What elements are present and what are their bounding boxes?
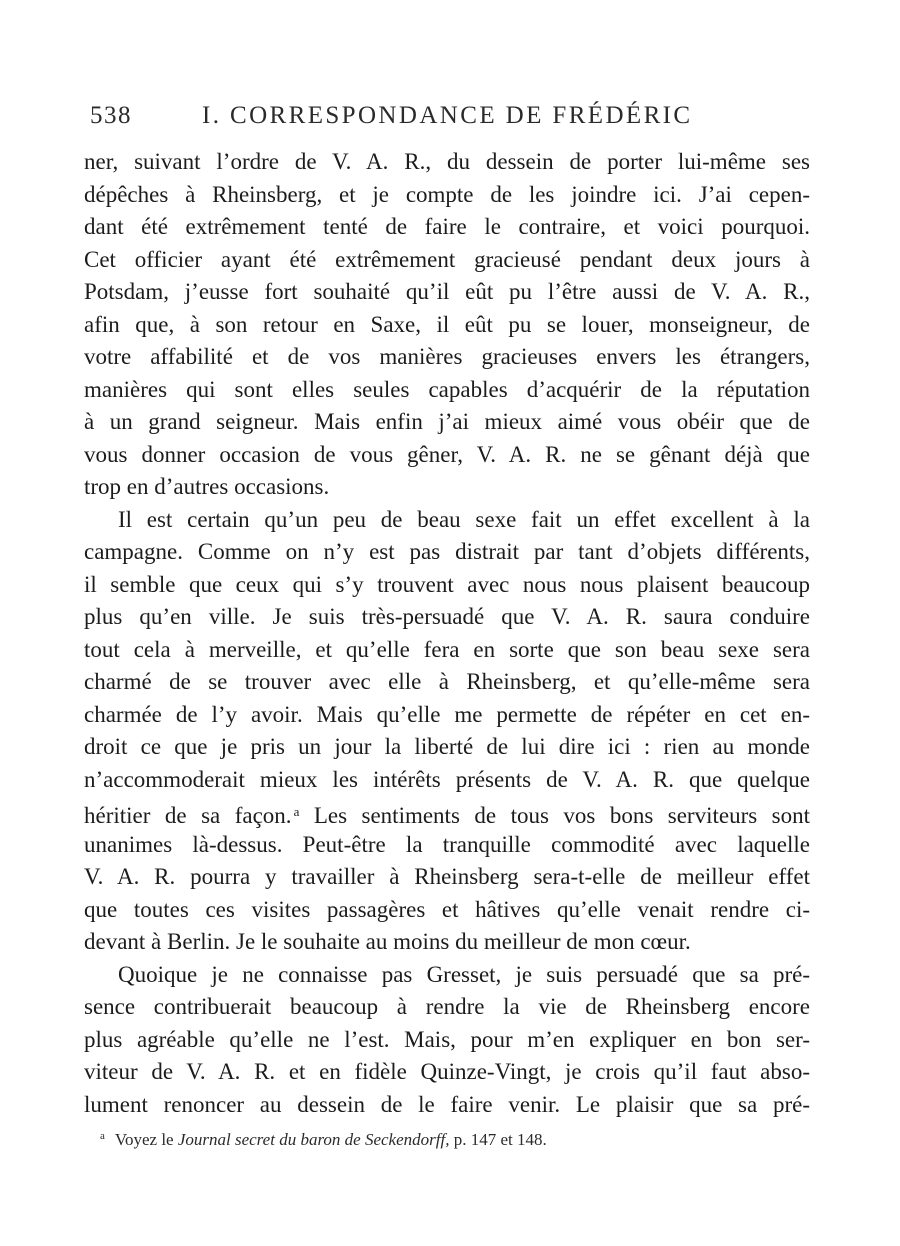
text-line: ner, suivant l’ordre de V. A. R., du dessein de porter lui-même ses — [84, 149, 810, 174]
footnote-reference[interactable]: a — [293, 804, 300, 819]
text-line: afin que, à son retour en Saxe, il eût pu se louer, monseigneur, de — [84, 311, 810, 337]
footnote-pages: p. 147 et 148. — [453, 1130, 547, 1149]
text-line: viteur de V. A. R. et en fidèle Quinze-Vingt, je crois qu’il faut abso- — [84, 1059, 810, 1084]
text-line — [84, 796, 810, 829]
text-line: Il est certain qu’un peu de beau sexe fait un effet excellent à la — [118, 506, 810, 532]
text-line: que toutes ces visites passagères et hâtives qu’elle venait rendre ci- — [84, 896, 810, 922]
text-line: V. A. R. pourra y travailler à Rheinsberg sera-t-elle de meilleur effet — [84, 864, 810, 889]
text-line: sence contribuerait beaucoup à rendre la vie de Rheinsberg encore — [84, 994, 810, 1019]
text-line: tout cela à merveille, et qu’elle fera en sorte que son beau sexe sera — [84, 636, 810, 662]
text-line: campagne. Comme on n’y est pas distrait par tant d’objets différents, — [84, 539, 810, 564]
text-line: n’accommoderait mieux les intérêts présents de V. A. R. que quelque — [84, 766, 810, 792]
text-line: manières qui sont elles seules capables d’acquérir de la réputation — [84, 376, 810, 402]
text-line: droit ce que je pris un jour la liberté de lui dire ici : rien au monde — [84, 734, 810, 759]
footnote — [100, 1130, 547, 1150]
text-line: il semble que ceux qui s’y trouvent avec nous nous plaisent beaucoup — [84, 571, 810, 597]
text-line: Cet officier ayant été extrêmement gracieusé pendant deux jours à — [84, 246, 810, 272]
text-line: charmée de l’y avoir. Mais qu’elle me permette de répéter en cet en- — [84, 701, 810, 727]
text-line: devant à Berlin. Je le souhaite au moins du meilleur de mon cœur. — [84, 929, 691, 954]
footnote-lead: Voyez le — [114, 1130, 174, 1149]
text-fragment: Les sentiments de tous vos bons serviteurs sont — [313, 803, 811, 828]
text-line: Quoique je ne connaisse pas Gresset, je suis persuadé que sa pré- — [118, 961, 810, 987]
text-line: plus qu’en ville. Je suis très-persuadé que V. A. R. saura conduire — [84, 604, 810, 629]
text-line: plus agréable qu’elle ne l’est. Mais, pour m’en expliquer en bon ser- — [84, 1026, 810, 1052]
body-text — [84, 146, 810, 1121]
running-title: I. CORRESPONDANCE DE FRÉDÉRIC — [202, 102, 693, 129]
running-head — [84, 102, 814, 136]
text-fragment: héritier de sa façon. — [84, 803, 292, 828]
text-line: votre affabilité et de vos manières gracieuses envers les étrangers, — [84, 344, 810, 369]
text-line: vous donner occasion de vous gêner, V. A. R. ne se gênant déjà que — [84, 441, 810, 467]
text-line: lument renoncer au dessein de le faire venir. Le plaisir que sa pré- — [84, 1091, 810, 1117]
text-line: trop en d’autres occasions. — [84, 474, 330, 499]
page-number: 538 — [90, 102, 132, 129]
text-line: Potsdam, j’eusse fort souhaité qu’il eût pu l’être aussi de V. A. R., — [84, 279, 810, 304]
text-line: dépêches à Rheinsberg, et je compte de les joindre ici. J’ai cepen- — [84, 181, 810, 207]
footnote-citation-title: Journal secret du baron de Seckendorff, — [177, 1130, 450, 1149]
text-line: unanimes là-dessus. Peut-être la tranquille commodité avec laquelle — [84, 831, 810, 857]
text-line: dant été extrêmement tenté de faire le contraire, et voici pourquoi. — [84, 214, 810, 239]
footnote-mark: a — [100, 1130, 105, 1142]
text-line: à un grand seigneur. Mais enfin j’ai mieux aimé vous obéir que de — [84, 409, 810, 434]
text-line: charmé de se trouver avec elle à Rheinsberg, et qu’elle-même sera — [84, 669, 810, 694]
